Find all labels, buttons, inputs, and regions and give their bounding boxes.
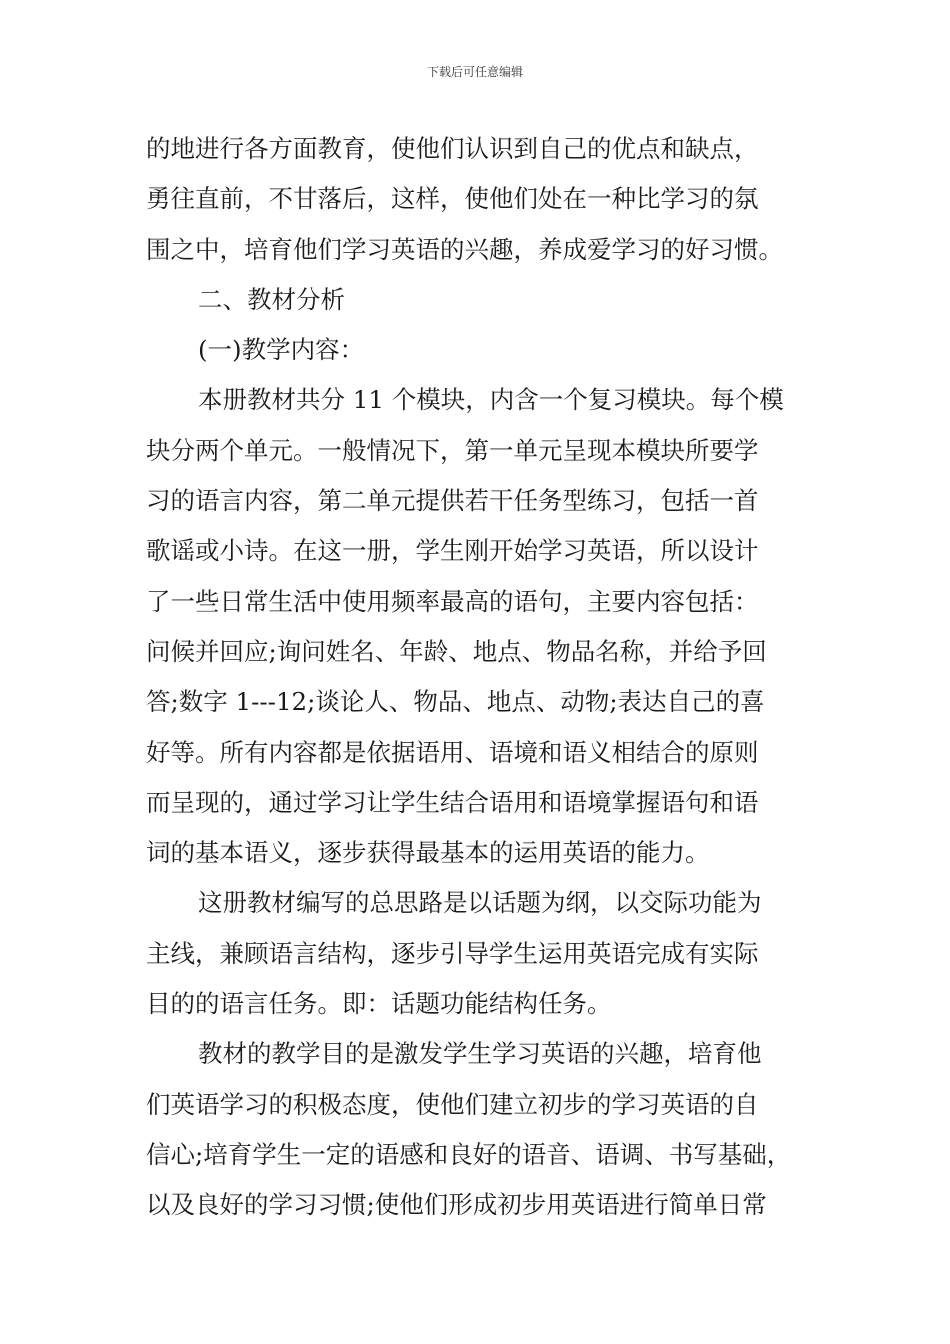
text-line: 了一些日常生活中使用频率最高的语句，主要内容包括：	[146, 586, 759, 616]
text-line: 主线，兼顾语言结构，逐步引导学生运用英语完成有实际	[146, 938, 759, 968]
text-line: 信心;培育学生一定的语感和良好的语音、语调、书写基础，	[146, 1139, 792, 1169]
text-line: 词的基本语义，逐步获得最基本的运用英语的能力。	[146, 838, 710, 868]
text-line: 本册教材共分 11 个模块，内含一个复习模块。每个模	[198, 385, 784, 415]
text-line: 围之中，培育他们学习英语的兴趣，养成爱学习的好习惯。	[146, 234, 783, 264]
page-header: 下载后可任意编辑	[426, 65, 523, 79]
text-line: 块分两个单元。一般情况下，第一单元呈现本模块所要学	[146, 435, 759, 465]
text-line: 问候并回应;询问姓名、年龄、地点、物品名称，并给予回	[146, 636, 767, 666]
text-line: 二、教材分析	[198, 284, 345, 314]
text-line: 们英语学习的积极态度，使他们建立初步的学习英语的自	[146, 1089, 759, 1119]
text-line: 歌谣或小诗。在这一册，学生刚开始学习英语，所以设计	[146, 536, 759, 566]
text-line: 勇往直前，不甘落后，这样，使他们处在一种比学习的氛	[146, 184, 759, 214]
text-line: 习的语言内容，第二单元提供若干任务型练习，包括一首	[146, 486, 759, 516]
text-line: 好等。所有内容都是依据语用、语境和语义相结合的原则	[146, 737, 759, 767]
text-line: 而呈现的，通过学习让学生结合语用和语境掌握语句和语	[146, 787, 759, 817]
text-line: (一)教学内容：	[198, 335, 365, 365]
text-line: 以及良好的学习习惯;使他们形成初步用英语进行简单日常	[146, 1190, 767, 1220]
text-line: 答;数字 1---12;谈论人、物品、地点、动物;表达自己的喜	[146, 687, 765, 717]
text-line: 目的的语言任务。即：话题功能结构任务。	[146, 989, 612, 1019]
text-line: 教材的教学目的是激发学生学习英语的兴趣，培育他	[198, 1039, 762, 1069]
body-text	[146, 124, 836, 1231]
text-line: 的地进行各方面教育，使他们认识到自己的优点和缺点，	[146, 134, 759, 163]
text-line: 这册教材编写的总思路是以话题为纲，以交际功能为	[198, 888, 762, 918]
